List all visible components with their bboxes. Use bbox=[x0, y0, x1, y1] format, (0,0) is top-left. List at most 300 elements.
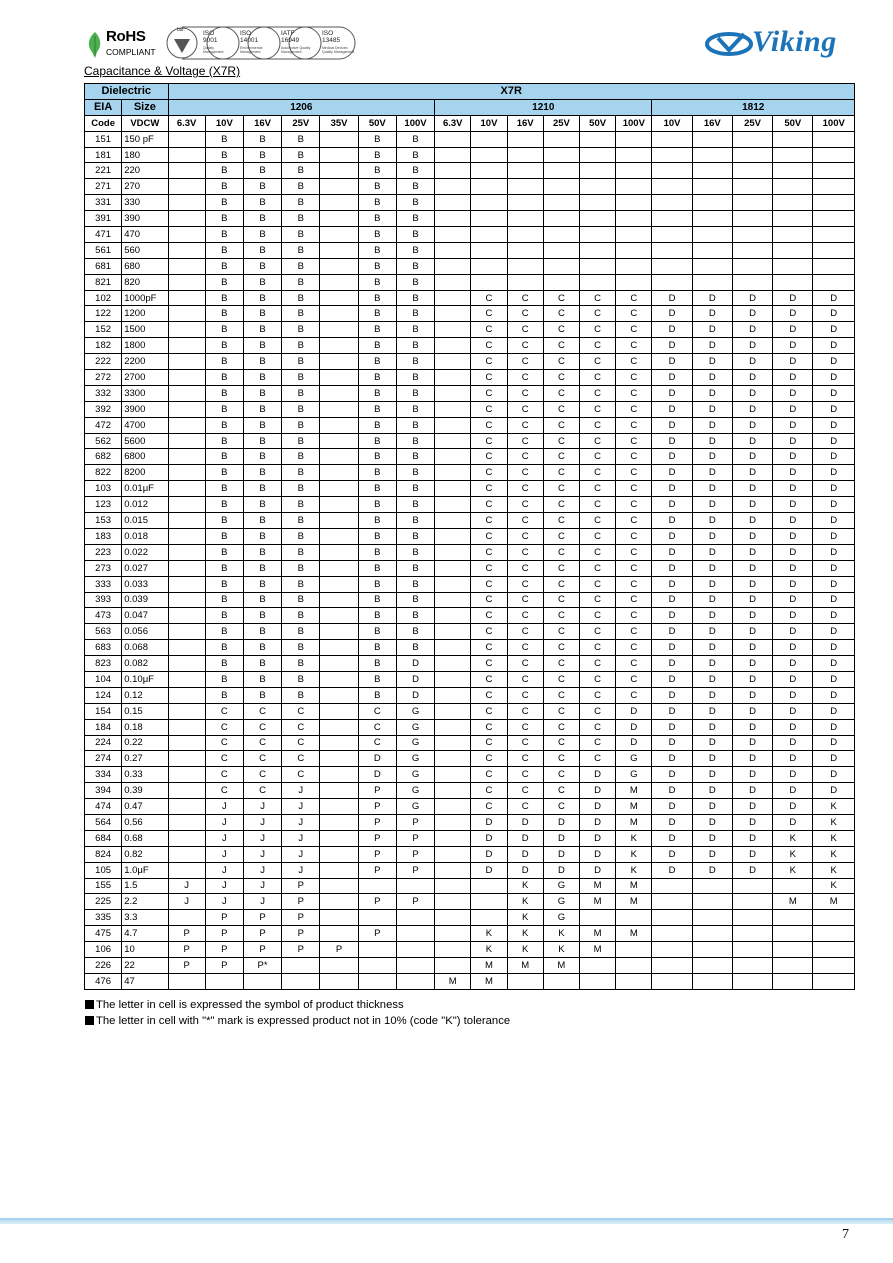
thickness-cell: D bbox=[813, 592, 855, 608]
thickness-cell: D bbox=[732, 497, 772, 513]
thickness-cell bbox=[616, 163, 652, 179]
thickness-cell: K bbox=[813, 814, 855, 830]
thickness-cell bbox=[358, 878, 396, 894]
code-cell: 154 bbox=[85, 703, 122, 719]
capacitance-cell: 2700 bbox=[122, 370, 168, 386]
thickness-cell: D bbox=[773, 528, 813, 544]
thickness-cell: D bbox=[732, 544, 772, 560]
thickness-cell: C bbox=[471, 513, 507, 529]
thickness-cell: C bbox=[580, 528, 616, 544]
thickness-cell bbox=[471, 179, 507, 195]
thickness-cell: D bbox=[813, 767, 855, 783]
thickness-cell: B bbox=[205, 449, 243, 465]
thickness-cell: B bbox=[358, 227, 396, 243]
thickness-cell: C bbox=[580, 592, 616, 608]
thickness-cell bbox=[168, 671, 205, 687]
thickness-cell bbox=[692, 131, 732, 147]
thickness-cell: B bbox=[358, 131, 396, 147]
thickness-cell: D bbox=[732, 354, 772, 370]
thickness-cell: D bbox=[773, 354, 813, 370]
thickness-cell: C bbox=[471, 401, 507, 417]
thickness-cell: C bbox=[580, 656, 616, 672]
thickness-cell: D bbox=[652, 846, 692, 862]
cert-line: IATF bbox=[281, 30, 295, 37]
table-row bbox=[85, 894, 855, 910]
thickness-cell: D bbox=[543, 830, 579, 846]
thickness-cell: D bbox=[773, 417, 813, 433]
table-row bbox=[85, 608, 855, 624]
thickness-cell bbox=[320, 449, 358, 465]
thickness-cell bbox=[168, 338, 205, 354]
thickness-cell: M bbox=[616, 799, 652, 815]
thickness-cell: J bbox=[205, 894, 243, 910]
thickness-cell: B bbox=[205, 513, 243, 529]
thickness-cell: B bbox=[205, 242, 243, 258]
thickness-cell: P bbox=[282, 878, 320, 894]
table-row bbox=[85, 767, 855, 783]
thickness-cell bbox=[580, 211, 616, 227]
thickness-cell: B bbox=[205, 258, 243, 274]
thickness-cell: B bbox=[243, 242, 281, 258]
thickness-cell bbox=[168, 830, 205, 846]
thickness-cell: C bbox=[543, 687, 579, 703]
thickness-cell: K bbox=[507, 894, 543, 910]
thickness-cell: C bbox=[471, 671, 507, 687]
capacitance-cell: 1.5 bbox=[122, 878, 168, 894]
thickness-cell: B bbox=[243, 497, 281, 513]
thickness-cell: M bbox=[471, 957, 507, 973]
thickness-cell: K bbox=[543, 926, 579, 942]
thickness-cell: P bbox=[358, 926, 396, 942]
cert-sub: Environmental Management bbox=[240, 46, 263, 54]
thickness-cell: B bbox=[282, 560, 320, 576]
table-row bbox=[85, 242, 855, 258]
thickness-cell bbox=[320, 242, 358, 258]
thickness-cell: B bbox=[358, 449, 396, 465]
thickness-cell bbox=[471, 195, 507, 211]
thickness-cell: M bbox=[616, 814, 652, 830]
capacitance-cell: 1200 bbox=[122, 306, 168, 322]
table-caption: Capacitance & Voltage (X7R) bbox=[84, 64, 241, 78]
thickness-cell: B bbox=[205, 497, 243, 513]
thickness-cell: D bbox=[732, 385, 772, 401]
thickness-cell bbox=[168, 513, 205, 529]
capacitance-cell: 0.27 bbox=[122, 751, 168, 767]
square-bullet-icon bbox=[85, 1000, 94, 1009]
capacitance-cell: 0.01μF bbox=[122, 481, 168, 497]
thickness-cell: B bbox=[396, 513, 434, 529]
thickness-cell bbox=[616, 258, 652, 274]
thickness-cell bbox=[320, 354, 358, 370]
thickness-cell: D bbox=[692, 385, 732, 401]
thickness-cell bbox=[652, 163, 692, 179]
thickness-cell: D bbox=[580, 814, 616, 830]
thickness-cell: B bbox=[358, 147, 396, 163]
thickness-cell: M bbox=[507, 957, 543, 973]
thickness-cell: B bbox=[282, 497, 320, 513]
thickness-cell bbox=[168, 783, 205, 799]
thickness-cell: B bbox=[243, 131, 281, 147]
table-row bbox=[85, 846, 855, 862]
table-row bbox=[85, 910, 855, 926]
thickness-cell: B bbox=[358, 687, 396, 703]
thickness-cell: J bbox=[168, 894, 205, 910]
thickness-cell: C bbox=[580, 481, 616, 497]
thickness-cell bbox=[396, 878, 434, 894]
thickness-cell: B bbox=[282, 417, 320, 433]
code-cell: 332 bbox=[85, 385, 122, 401]
thickness-cell bbox=[813, 910, 855, 926]
cert-line: ISO bbox=[203, 30, 215, 37]
thickness-cell: B bbox=[282, 592, 320, 608]
table-row bbox=[85, 449, 855, 465]
thickness-cell: B bbox=[243, 322, 281, 338]
thickness-cell: C bbox=[507, 354, 543, 370]
capacitance-cell: 0.056 bbox=[122, 624, 168, 640]
thickness-cell bbox=[168, 449, 205, 465]
thickness-cell: B bbox=[396, 274, 434, 290]
thickness-cell: B bbox=[282, 195, 320, 211]
thickness-cell bbox=[773, 195, 813, 211]
thickness-cell: G bbox=[396, 751, 434, 767]
thickness-cell: G bbox=[396, 703, 434, 719]
thickness-cell: B bbox=[396, 592, 434, 608]
thickness-cell: K bbox=[616, 846, 652, 862]
thickness-cell: D bbox=[692, 687, 732, 703]
thickness-cell bbox=[507, 163, 543, 179]
thickness-cell: D bbox=[652, 513, 692, 529]
capacitance-cell: 0.56 bbox=[122, 814, 168, 830]
thickness-cell: D bbox=[773, 814, 813, 830]
thickness-cell: C bbox=[471, 306, 507, 322]
capacitance-cell: 1800 bbox=[122, 338, 168, 354]
thickness-cell: G bbox=[616, 751, 652, 767]
thickness-cell: C bbox=[471, 465, 507, 481]
thickness-cell bbox=[320, 179, 358, 195]
thickness-cell: D bbox=[471, 862, 507, 878]
thickness-cell: P bbox=[396, 846, 434, 862]
thickness-cell: B bbox=[282, 370, 320, 386]
thickness-cell: D bbox=[652, 449, 692, 465]
thickness-cell bbox=[320, 163, 358, 179]
thickness-cell: B bbox=[282, 576, 320, 592]
thickness-cell bbox=[652, 179, 692, 195]
table-row bbox=[85, 481, 855, 497]
thickness-cell: B bbox=[282, 274, 320, 290]
thickness-cell: B bbox=[282, 401, 320, 417]
thickness-cell bbox=[813, 242, 855, 258]
thickness-cell: B bbox=[396, 370, 434, 386]
thickness-cell bbox=[732, 211, 772, 227]
thickness-cell: D bbox=[692, 354, 732, 370]
thickness-cell bbox=[616, 131, 652, 147]
thickness-cell: J bbox=[205, 878, 243, 894]
thickness-cell bbox=[435, 513, 471, 529]
table-row bbox=[85, 163, 855, 179]
thickness-cell: P bbox=[358, 783, 396, 799]
thickness-cell bbox=[320, 687, 358, 703]
thickness-cell bbox=[773, 878, 813, 894]
thickness-cell: C bbox=[471, 703, 507, 719]
thickness-cell: B bbox=[396, 481, 434, 497]
table-row bbox=[85, 942, 855, 958]
thickness-cell: M bbox=[580, 926, 616, 942]
thickness-cell: B bbox=[396, 497, 434, 513]
size-row bbox=[85, 99, 855, 115]
thickness-cell: C bbox=[543, 370, 579, 386]
thickness-cell bbox=[320, 513, 358, 529]
thickness-cell bbox=[543, 147, 579, 163]
thickness-cell: B bbox=[282, 656, 320, 672]
thickness-cell: C bbox=[543, 544, 579, 560]
thickness-cell: D bbox=[652, 608, 692, 624]
thickness-cell bbox=[435, 783, 471, 799]
thickness-cell: C bbox=[507, 417, 543, 433]
thickness-cell: C bbox=[543, 671, 579, 687]
cert-line: 9001 bbox=[203, 37, 218, 44]
thickness-cell bbox=[168, 227, 205, 243]
thickness-cell: D bbox=[773, 481, 813, 497]
thickness-cell bbox=[580, 274, 616, 290]
thickness-cell: C bbox=[616, 338, 652, 354]
thickness-cell: D bbox=[773, 370, 813, 386]
thickness-cell: C bbox=[543, 497, 579, 513]
thickness-cell: C bbox=[580, 354, 616, 370]
thickness-cell bbox=[435, 878, 471, 894]
thickness-cell: D bbox=[692, 433, 732, 449]
thickness-cell bbox=[507, 131, 543, 147]
thickness-cell bbox=[813, 147, 855, 163]
thickness-cell: D bbox=[692, 703, 732, 719]
thickness-cell bbox=[580, 227, 616, 243]
thickness-cell: B bbox=[358, 370, 396, 386]
thickness-cell: D bbox=[652, 735, 692, 751]
thickness-cell: D bbox=[732, 370, 772, 386]
thickness-cell: B bbox=[205, 417, 243, 433]
thickness-cell bbox=[773, 211, 813, 227]
thickness-cell: B bbox=[243, 354, 281, 370]
thickness-cell: B bbox=[205, 131, 243, 147]
code-cell: 222 bbox=[85, 354, 122, 370]
thickness-cell bbox=[616, 211, 652, 227]
thickness-cell: D bbox=[773, 592, 813, 608]
thickness-cell: D bbox=[732, 799, 772, 815]
thickness-cell: C bbox=[282, 767, 320, 783]
cert-14001 bbox=[232, 26, 272, 58]
thickness-cell bbox=[507, 211, 543, 227]
thickness-cell: G bbox=[543, 910, 579, 926]
cert-sub: Medical Devices Quality Management bbox=[322, 46, 355, 54]
cert-bsi-label: bsi. bbox=[177, 27, 185, 33]
thickness-cell bbox=[692, 274, 732, 290]
code-cell: 124 bbox=[85, 687, 122, 703]
thickness-cell: P bbox=[358, 862, 396, 878]
thickness-cell: D bbox=[773, 576, 813, 592]
thickness-cell: J bbox=[282, 799, 320, 815]
thickness-cell: G bbox=[543, 878, 579, 894]
thickness-cell bbox=[320, 878, 358, 894]
thickness-cell: C bbox=[616, 385, 652, 401]
thickness-cell bbox=[652, 910, 692, 926]
thickness-cell: J bbox=[243, 862, 281, 878]
thickness-cell: B bbox=[205, 322, 243, 338]
thickness-cell: D bbox=[652, 544, 692, 560]
thickness-cell: K bbox=[813, 830, 855, 846]
thickness-cell: D bbox=[732, 687, 772, 703]
capacitance-voltage-table bbox=[84, 83, 855, 990]
thickness-cell: B bbox=[205, 179, 243, 195]
thickness-cell: B bbox=[205, 576, 243, 592]
thickness-cell: P bbox=[282, 894, 320, 910]
thickness-cell: K bbox=[773, 862, 813, 878]
thickness-cell bbox=[773, 227, 813, 243]
thickness-cell: D bbox=[471, 846, 507, 862]
voltage-header: 25V bbox=[732, 115, 772, 131]
thickness-cell bbox=[320, 671, 358, 687]
thickness-cell: B bbox=[243, 147, 281, 163]
thickness-cell: C bbox=[471, 544, 507, 560]
thickness-cell: B bbox=[282, 258, 320, 274]
thickness-cell: D bbox=[507, 862, 543, 878]
thickness-cell: B bbox=[358, 179, 396, 195]
thickness-cell bbox=[732, 227, 772, 243]
thickness-cell bbox=[320, 735, 358, 751]
thickness-cell bbox=[168, 211, 205, 227]
voltage-row bbox=[85, 115, 855, 131]
thickness-cell: B bbox=[396, 195, 434, 211]
thickness-cell: D bbox=[813, 687, 855, 703]
thickness-cell bbox=[580, 910, 616, 926]
note-text: The letter in cell with "*" mark is expressed product not in 10% (code "K") tolerance bbox=[96, 1015, 511, 1027]
thickness-cell bbox=[435, 751, 471, 767]
thickness-cell: C bbox=[471, 656, 507, 672]
table-row bbox=[85, 147, 855, 163]
code-cell: 563 bbox=[85, 624, 122, 640]
thickness-cell bbox=[168, 560, 205, 576]
thickness-cell: J bbox=[243, 799, 281, 815]
thickness-cell: C bbox=[580, 624, 616, 640]
thickness-cell: B bbox=[205, 290, 243, 306]
thickness-cell: B bbox=[205, 608, 243, 624]
thickness-cell bbox=[543, 163, 579, 179]
thickness-cell bbox=[168, 322, 205, 338]
cert-16949 bbox=[273, 26, 313, 58]
thickness-cell: K bbox=[616, 862, 652, 878]
thickness-cell bbox=[168, 799, 205, 815]
thickness-cell: D bbox=[813, 306, 855, 322]
thickness-cell: J bbox=[243, 894, 281, 910]
thickness-cell bbox=[813, 926, 855, 942]
thickness-cell: C bbox=[507, 576, 543, 592]
thickness-cell: B bbox=[243, 576, 281, 592]
thickness-cell: D bbox=[773, 338, 813, 354]
page-number: 7 bbox=[842, 1227, 849, 1242]
thickness-cell: C bbox=[580, 640, 616, 656]
thickness-cell: B bbox=[282, 385, 320, 401]
thickness-cell bbox=[813, 227, 855, 243]
thickness-cell bbox=[616, 274, 652, 290]
thickness-cell: B bbox=[358, 338, 396, 354]
thickness-cell: C bbox=[507, 592, 543, 608]
thickness-cell: C bbox=[471, 592, 507, 608]
thickness-cell bbox=[358, 973, 396, 989]
table-row bbox=[85, 799, 855, 815]
capacitance-cell: 150 pF bbox=[122, 131, 168, 147]
thickness-cell: D bbox=[692, 528, 732, 544]
thickness-cell: B bbox=[358, 656, 396, 672]
thickness-cell: B bbox=[243, 385, 281, 401]
square-bullet-icon bbox=[85, 1016, 94, 1025]
thickness-cell bbox=[732, 258, 772, 274]
capacitance-cell: 5600 bbox=[122, 433, 168, 449]
thickness-cell: C bbox=[471, 497, 507, 513]
thickness-cell bbox=[320, 131, 358, 147]
thickness-cell: C bbox=[282, 703, 320, 719]
thickness-cell bbox=[205, 973, 243, 989]
thickness-cell: D bbox=[652, 830, 692, 846]
thickness-cell: C bbox=[580, 671, 616, 687]
thickness-cell: D bbox=[813, 528, 855, 544]
capacitance-cell: 47 bbox=[122, 973, 168, 989]
thickness-cell: C bbox=[580, 306, 616, 322]
thickness-cell: J bbox=[205, 814, 243, 830]
page-header bbox=[84, 24, 854, 64]
table-row bbox=[85, 179, 855, 195]
capacitance-cell: 2200 bbox=[122, 354, 168, 370]
thickness-cell: D bbox=[692, 767, 732, 783]
thickness-cell bbox=[543, 195, 579, 211]
thickness-cell: C bbox=[507, 449, 543, 465]
thickness-cell bbox=[652, 227, 692, 243]
code-cell: 335 bbox=[85, 910, 122, 926]
thickness-cell bbox=[168, 481, 205, 497]
table-row bbox=[85, 560, 855, 576]
thickness-cell: D bbox=[652, 719, 692, 735]
thickness-cell bbox=[320, 544, 358, 560]
thickness-cell: D bbox=[652, 322, 692, 338]
thickness-cell: D bbox=[813, 671, 855, 687]
thickness-cell bbox=[282, 957, 320, 973]
thickness-cell: P bbox=[168, 926, 205, 942]
thickness-cell bbox=[435, 385, 471, 401]
code-cell: 151 bbox=[85, 131, 122, 147]
thickness-cell: B bbox=[358, 671, 396, 687]
thickness-cell: C bbox=[616, 465, 652, 481]
thickness-cell: B bbox=[358, 211, 396, 227]
thickness-cell: B bbox=[282, 227, 320, 243]
thickness-cell bbox=[168, 719, 205, 735]
table-row bbox=[85, 401, 855, 417]
thickness-cell bbox=[732, 179, 772, 195]
thickness-cell: D bbox=[652, 703, 692, 719]
thickness-cell bbox=[168, 290, 205, 306]
thickness-cell: J bbox=[282, 814, 320, 830]
thickness-cell bbox=[692, 973, 732, 989]
thickness-cell: D bbox=[773, 783, 813, 799]
note-item bbox=[85, 997, 510, 1013]
thickness-cell: B bbox=[282, 640, 320, 656]
thickness-cell: J bbox=[243, 846, 281, 862]
thickness-cell: D bbox=[652, 417, 692, 433]
thickness-cell bbox=[435, 497, 471, 513]
thickness-cell bbox=[471, 258, 507, 274]
thickness-cell: P bbox=[243, 910, 281, 926]
thickness-cell: B bbox=[396, 576, 434, 592]
thickness-cell: B bbox=[243, 338, 281, 354]
thickness-cell: C bbox=[243, 783, 281, 799]
thickness-cell: B bbox=[205, 370, 243, 386]
thickness-cell bbox=[580, 195, 616, 211]
